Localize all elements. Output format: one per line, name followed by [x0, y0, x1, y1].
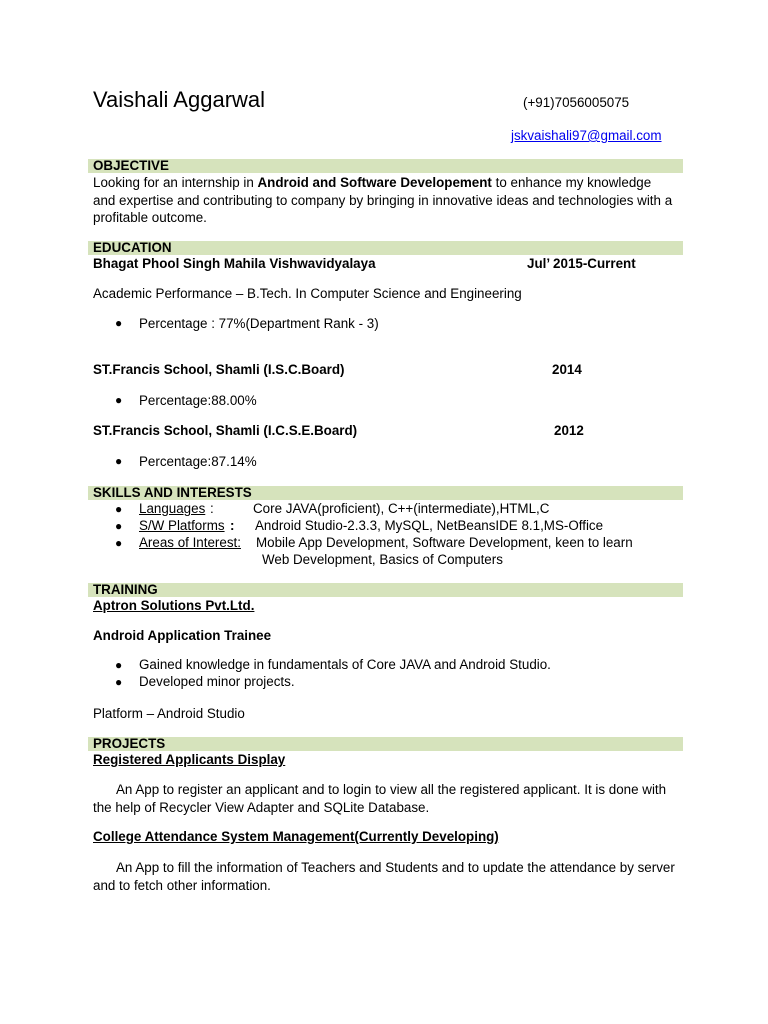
projects-section-header	[88, 737, 683, 751]
platforms-value: Android Studio-2.3.3, MySQL, NetBeansIDE 8.1,MS-Office	[255, 518, 604, 533]
bullet-icon: ●	[115, 536, 123, 550]
bullet-icon: ●	[115, 675, 123, 689]
bullet-icon: ●	[115, 454, 123, 468]
training-section-header	[88, 583, 683, 597]
training-company: Aptron Solutions Pvt.Ltd.	[93, 598, 255, 613]
bullet-icon: ●	[115, 393, 123, 407]
platforms-colon: :	[230, 518, 235, 533]
objective-section-header	[88, 159, 683, 173]
candidate-name: Vaishali Aggarwal	[93, 87, 266, 112]
bullet-icon: ●	[115, 502, 123, 516]
project-title: Registered Applicants Display	[93, 752, 286, 767]
training-point: Developed minor projects.	[139, 674, 295, 689]
college-name: Bhagat Phool Singh Mahila Vishwavidyalaya	[93, 256, 376, 271]
isc-school-name: ST.Francis School, Shamli (I.S.C.Board)	[93, 362, 345, 377]
bullet-icon: ●	[115, 519, 123, 533]
training-heading: TRAINING	[93, 582, 158, 597]
languages-colon: :	[210, 501, 214, 516]
project-description: An App to register an applicant and to login to view all the registered applicant. It is done with the help of Recycler View Adapter and SQLite Database.	[93, 782, 667, 815]
academic-performance: Academic Performance – B.Tech. In Computer Science and Engineering	[93, 286, 522, 301]
projects-heading: PROJECTS	[93, 736, 166, 751]
training-role: Android Application Trainee	[93, 628, 272, 643]
objective-heading: OBJECTIVE	[93, 158, 169, 173]
interests-value-line-2: Web Development, Basics of Computers	[262, 552, 503, 567]
languages-value: Core JAVA(proficient), C++(intermediate),HTML,C	[253, 501, 550, 516]
skills-heading: SKILLS AND INTERESTS	[93, 485, 252, 500]
education-heading: EDUCATION	[93, 240, 172, 255]
bullet-icon: ●	[115, 316, 123, 330]
icse-school-name: ST.Francis School, Shamli (I.C.S.E.Board)	[93, 423, 358, 438]
bullet-icon: ●	[115, 658, 123, 672]
platforms-label: S/W Platforms	[139, 518, 225, 533]
email-link[interactable]: jskvaishali97@gmail.com	[511, 128, 662, 143]
icse-percentage: Percentage:87.14%	[139, 454, 257, 469]
objective-text: Looking for an internship in Android and Software Developement to enhance my knowledge and expertise and contributing to company by bringing in innovative ideas and technologies with a profitable outcome.	[93, 175, 673, 225]
languages-label: Languages	[139, 501, 206, 516]
interests-value-line-1: Mobile App Development, Software Development, keen to learn	[256, 535, 633, 550]
isc-percentage: Percentage:88.00%	[139, 393, 257, 408]
isc-year: 2014	[552, 362, 582, 377]
college-percentage: Percentage : 77%(Department Rank - 3)	[139, 316, 379, 331]
icse-year: 2012	[554, 423, 584, 438]
education-section-header	[88, 241, 683, 255]
project-description: An App to fill the information of Teachers and Students and to update the attendance by server and to fetch other information.	[93, 860, 675, 893]
training-platform: Platform – Android Studio	[93, 706, 245, 721]
project-title: College Attendance System Management(Currently Developing)	[93, 829, 499, 844]
training-point: Gained knowledge in fundamentals of Core JAVA and Android Studio.	[139, 657, 551, 672]
interests-label: Areas of Interest:	[139, 535, 241, 550]
college-period: Jul’ 2015-Current	[527, 256, 636, 271]
skills-section-header	[88, 486, 683, 500]
phone-number: (+91)7056005075	[523, 95, 630, 110]
